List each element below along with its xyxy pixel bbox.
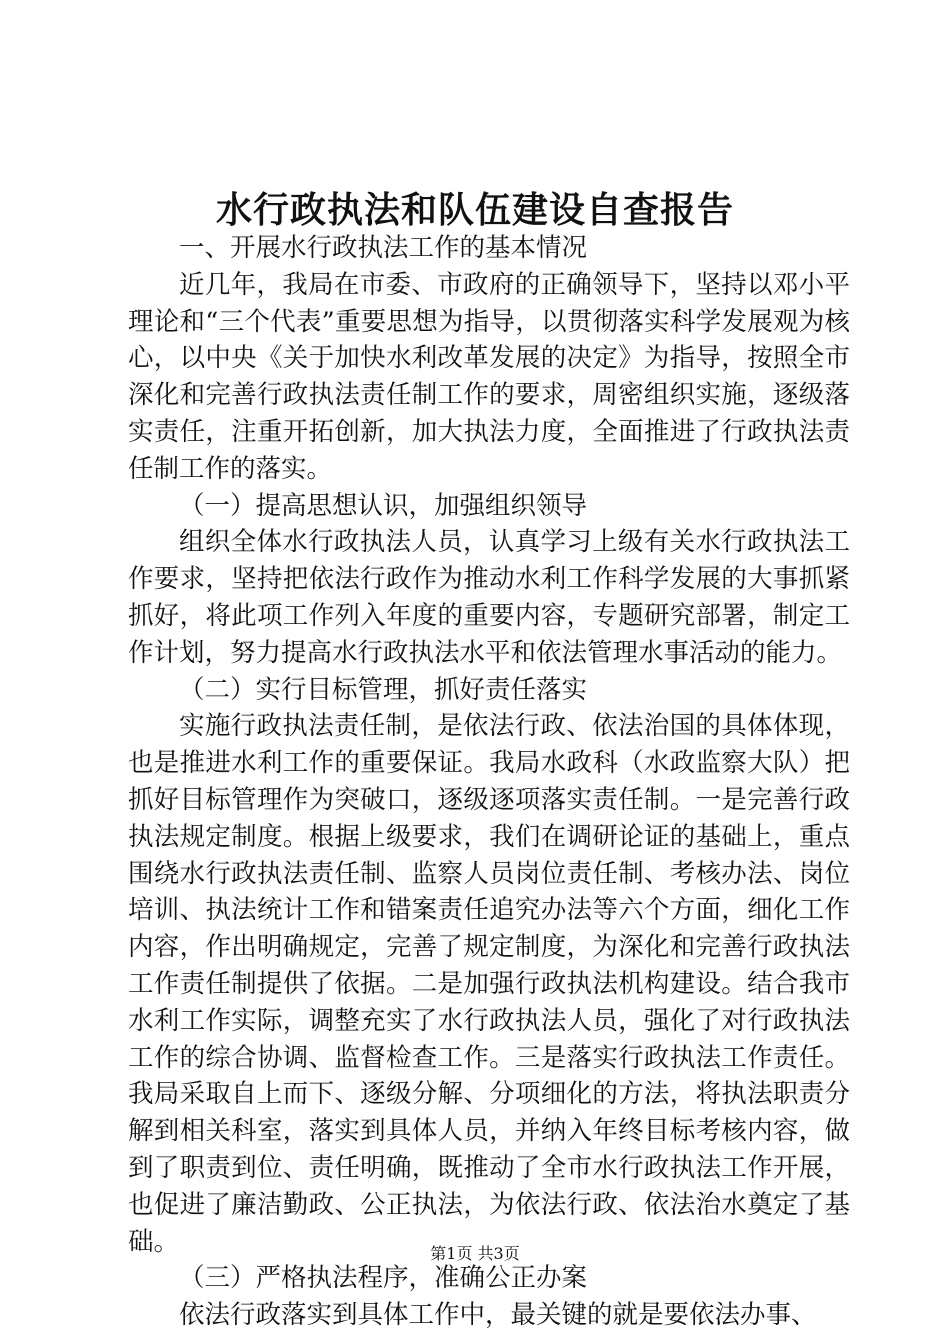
document-body <box>128 230 850 1334</box>
page-number-footer: 第1页 共3页 <box>430 1244 520 1263</box>
page-title: 水行政执法和队伍建设自查报告 <box>215 189 734 231</box>
body-paragraph: 组织全体水行政执法人员，认真学习上级有关水行政执法工作要求，坚持把依法行政作为推动水利工作科学发展的大事抓紧抓好，将此项工作列入年度的重要内容，专题研究部署，制定工作计划，努力提高水行政执法水平和依法管理水事活动的能力。 <box>128 527 850 668</box>
body-paragraph: 实施行政执法责任制，是依法行政、依法治国的具体体现，也是推进水利工作的重要保证。我局水政科（水政监察大队）把抓好目标管理作为突破口，逐级逐项落实责任制。一是完善行政执法规定制度。根据上级要求，我们在调研论证的基础上，重点围绕水行政执法责任制、监察人员岗位责任制、考核办法、岗位培训、执法统计工作和错案责任追究办法等六个方面，细化工作内容，作出明确规定，完善了规定制度，为深化和完善行政执法工作责任制提供了依据。二是加强行政执法机构建设。结合我市水利工作实际，调整充实了水行政执法人员，强化了对行政执法工作的综合协调、监督检查工作。三是落实行政执法工作责任。我局采取自上而下、逐级分解、分项细化的方法，将执法职责分解到相关科室，落实到具体人员，并纳入年终目标考核内容，做到了职责到位、责任明确，既推动了全市水行政执法工作开展，也促进了廉洁勤政、公正执法，为依法行政、依法治水奠定了基础。 <box>128 711 850 1257</box>
section-heading: 一、开展水行政执法工作的基本情况 <box>179 233 588 263</box>
subsection-heading: （二）实行目标管理，抓好责任落实 <box>179 674 588 705</box>
body-paragraph: 依法行政落实到具体工作中，最关键的就是要依法办事、 <box>179 1300 817 1331</box>
subsection-heading: （一）提高思想认识，加强组织领导 <box>179 490 588 521</box>
body-paragraph: 近几年，我局在市委、市政府的正确领导下，坚持以邓小平理论和“三个代表”重要思想为指导，以贯彻落实科学发展观为核心，以中央《关于加快水利改革发展的决定》为指导，按照全市深化和完善行政执法责任制工作的要求，周密组织实施，逐级落实责任，注重开拓创新，加大执法力度，全面推进了行政执法责任制工作的落实。 <box>128 269 850 484</box>
subsection-heading: （三）严格执法程序，准确公正办案 <box>179 1263 588 1294</box>
